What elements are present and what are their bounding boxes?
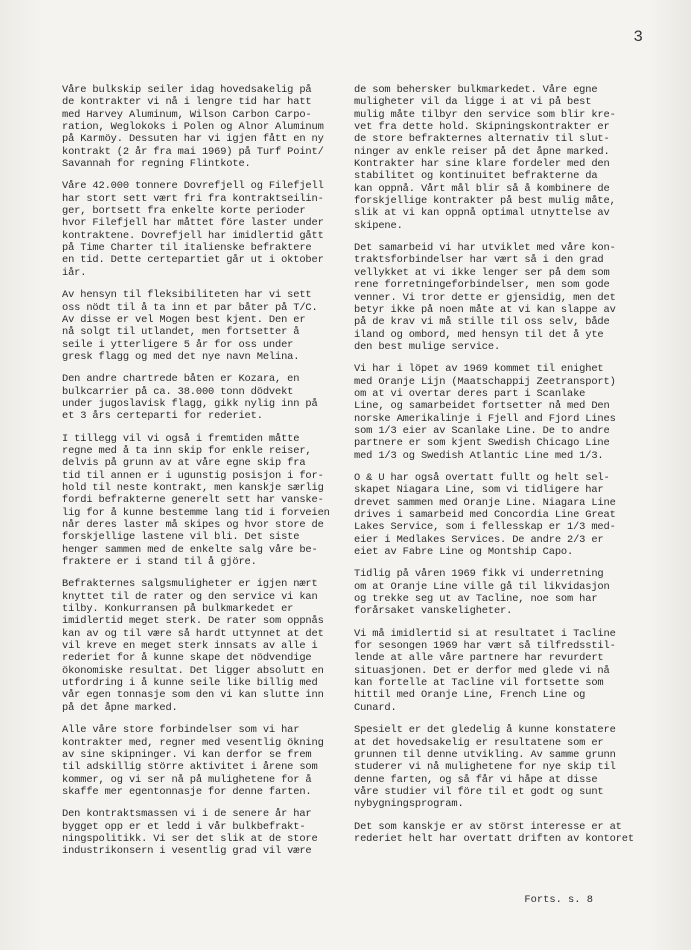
right-column xyxy=(354,84,634,855)
left-column xyxy=(62,84,334,868)
paragraph: Alle våre store forbindelser som vi har kontrakter med, regner med vesentlig ökning av sine skipninger. Vi kan derfor se frem til adskillig större aktivitet i årene som kommer, og vi ser nå på mulighetene for å skaffe mer egentonnasje for denne farten. xyxy=(62,724,324,798)
paragraph: Våre 42.000 tonnere Dovrefjell og Filefjell har stort sett vært fri fra kontraktseilin- ger, bortsett fra enkelte korte perioder hvor Filefjell har måttet före laster under kontraktene. Dovrefjell har imidlertid gått på Time Charter til italienske befraktere en tid. Dette certepartiet går ut i oktober iår. xyxy=(62,180,324,279)
paragraph: Av hensyn til fleksibiliteten har vi sett oss nödt til å ta inn et par båter på T/C. Av disse er vel Mogen best kjent. Den er nå solgt til utlandet, men fortsetter å seile i ytterligere 5 år for oss under gresk flagg og med det nye navn Melina. xyxy=(62,289,318,363)
paragraph: de som behersker bulkmarkedet. Våre egne muligheter vil da ligge i at vi på best mulig måte tilbyr den service som blir kre- vet fra dette hold. Skipningskontrakter er de store befrakternes alternativ til slut- ninger av enkle reiser på det åpne marked. Kontrakter har sine klare fordeler med den stabilitet og kontinuitet befrakterne da kan oppnå. Vårt mål blir så å kombinere de forskjellige kontrakter på best mulig måte, slik at vi kan oppnå optimal utnyttelse av skipene. xyxy=(354,84,616,232)
paragraph: Den andre chartrede båten er Kozara, en bulkcarrier på ca. 38.000 tonn dödvekt under jugoslavisk flagg, gikk nylig inn på et 3 års certeparti for rederiet. xyxy=(62,373,318,423)
paragraph: O & U har også overtatt fullt og helt sel- skapet Niagara Line, som vi tidligere har drevet sammen med Oranje Line. Niagara Line drives i samarbeid med Concordia Line Great Lakes Service, som i fellesskap er 1/3 med- eier i Medlakes Services. De andre 2/3 er eiet av Fabre Line og Montship Capo. xyxy=(354,471,616,559)
paragraph: Våre bulkskip seiler idag hovedsakelig på de kontrakter vi nå i lengre tid har hatt med Harvey Aluminum, Wilson Carbon Carpo- ration, Weglokoks i Polen og Alnor Aluminum på Karmöy. Dessuten har vi igjen fått en ny kontrakt (2 år fra mai 1969) på Turf Point/ Savannah for regning Flintkote. xyxy=(62,84,324,171)
paragraph: Befrakternes salgsmuligheter er igjen nært knyttet til de rater og den service vi kan tilby. Konkurransen på bulkmarkedet er imidlertid meget sterk. De rater som oppnås kan av og til være så hardt uttynnet at det vil kreve en meget sterk innsats av alle i rederiet for å kunne skape det nödvendige ökonomiske resultat. Det ligger absolutt en utfordring i å kunne seile like billig med vår egen tonnasje som den vi kan slutte inn på det åpne marked. xyxy=(62,578,324,714)
paragraph: Det som kanskje er av störst interesse er at rederiet helt har overtatt driften av kontoret xyxy=(354,820,634,845)
paragraph: I tillegg vil vi også i fremtiden måtte regne med å ta inn skip for enkle reiser, delvis på grunn av at våre egne skip fra tid til annen er i ugunstig posisjon i for- hold til neste kontrakt, men kanskje særlig fordi befrakterne generelt sett har vanske- lig for å kunne bestemme lang tid i forveien når deres laster må skipes og hvor store de forskjellige lastene vil bli. Det siste henger sammen med de enkelte salg våre be- fraktere er i stand til å gjöre. xyxy=(62,432,330,569)
paragraph: Vi må imidlertid si at resultatet i Tacline for sesongen 1969 har vært så tilfredsstil- lende at alle våre partnere har revurdert situasjonen. Det er derfor med glede vi nå kan fortelle at Tacline vil fortsette som hittil med Oranje Line, French Line og Cunard. xyxy=(354,627,616,714)
paragraph: Tidlig på våren 1969 fikk vi underretning om at Oranje Line ville gå til likvidasjon og trekke seg ut av Tacline, noe som har forårsaket vanskeligheter. xyxy=(354,568,610,618)
paragraph: Vi har i löpet av 1969 kommet til enighet med Oranje Lijn (Maatschappij Zeetransport) om at vi overtar deres part i Scanlake Line, og samarbeidet fortsetter nå med Den norske Amerikalinje i Fjell and Fjord Lines som 1/3 eier av Scanlake Line. De to andre partnere er som kjent Swedish Chicago Line med 1/3 og Swedish Atlantic Line med 1/3. xyxy=(354,363,616,462)
paragraph: Det samarbeid vi har utviklet med våre kon- traktsforbindelser har vært så i den grad vellykket at vi ikke lenger ser på dem som rene forretningeforbindelser, men som gode venner. Vi tror dette er gjensidig, men det betyr ikke på noen måte at vi kan slappe av på de krav vi må stille til oss selv, både iland og ombord, med hensyn til det å yte den best mulige service. xyxy=(354,242,616,353)
paragraph: Den kontraktsmassen vi i de senere år har bygget opp er et ledd i vår bulkbefrakt- ningspolitikk. Vi ser det slik at de store industrikonsern i vesentlig grad vil være xyxy=(62,808,318,858)
continuation-note: Forts. s. 8 xyxy=(524,894,593,906)
paragraph: Spesielt er det gledelig å kunne konstatere at det hovedsakelig er resultatene som er grunnen til denne utvikling. Av samme grunn studerer vi nå mulighetene for nye skip til denne farten, og så får vi håpe at disse våre studier vil före til et godt og sunt nybygningsprogram. xyxy=(354,724,616,811)
page-number: 3 xyxy=(633,28,643,46)
